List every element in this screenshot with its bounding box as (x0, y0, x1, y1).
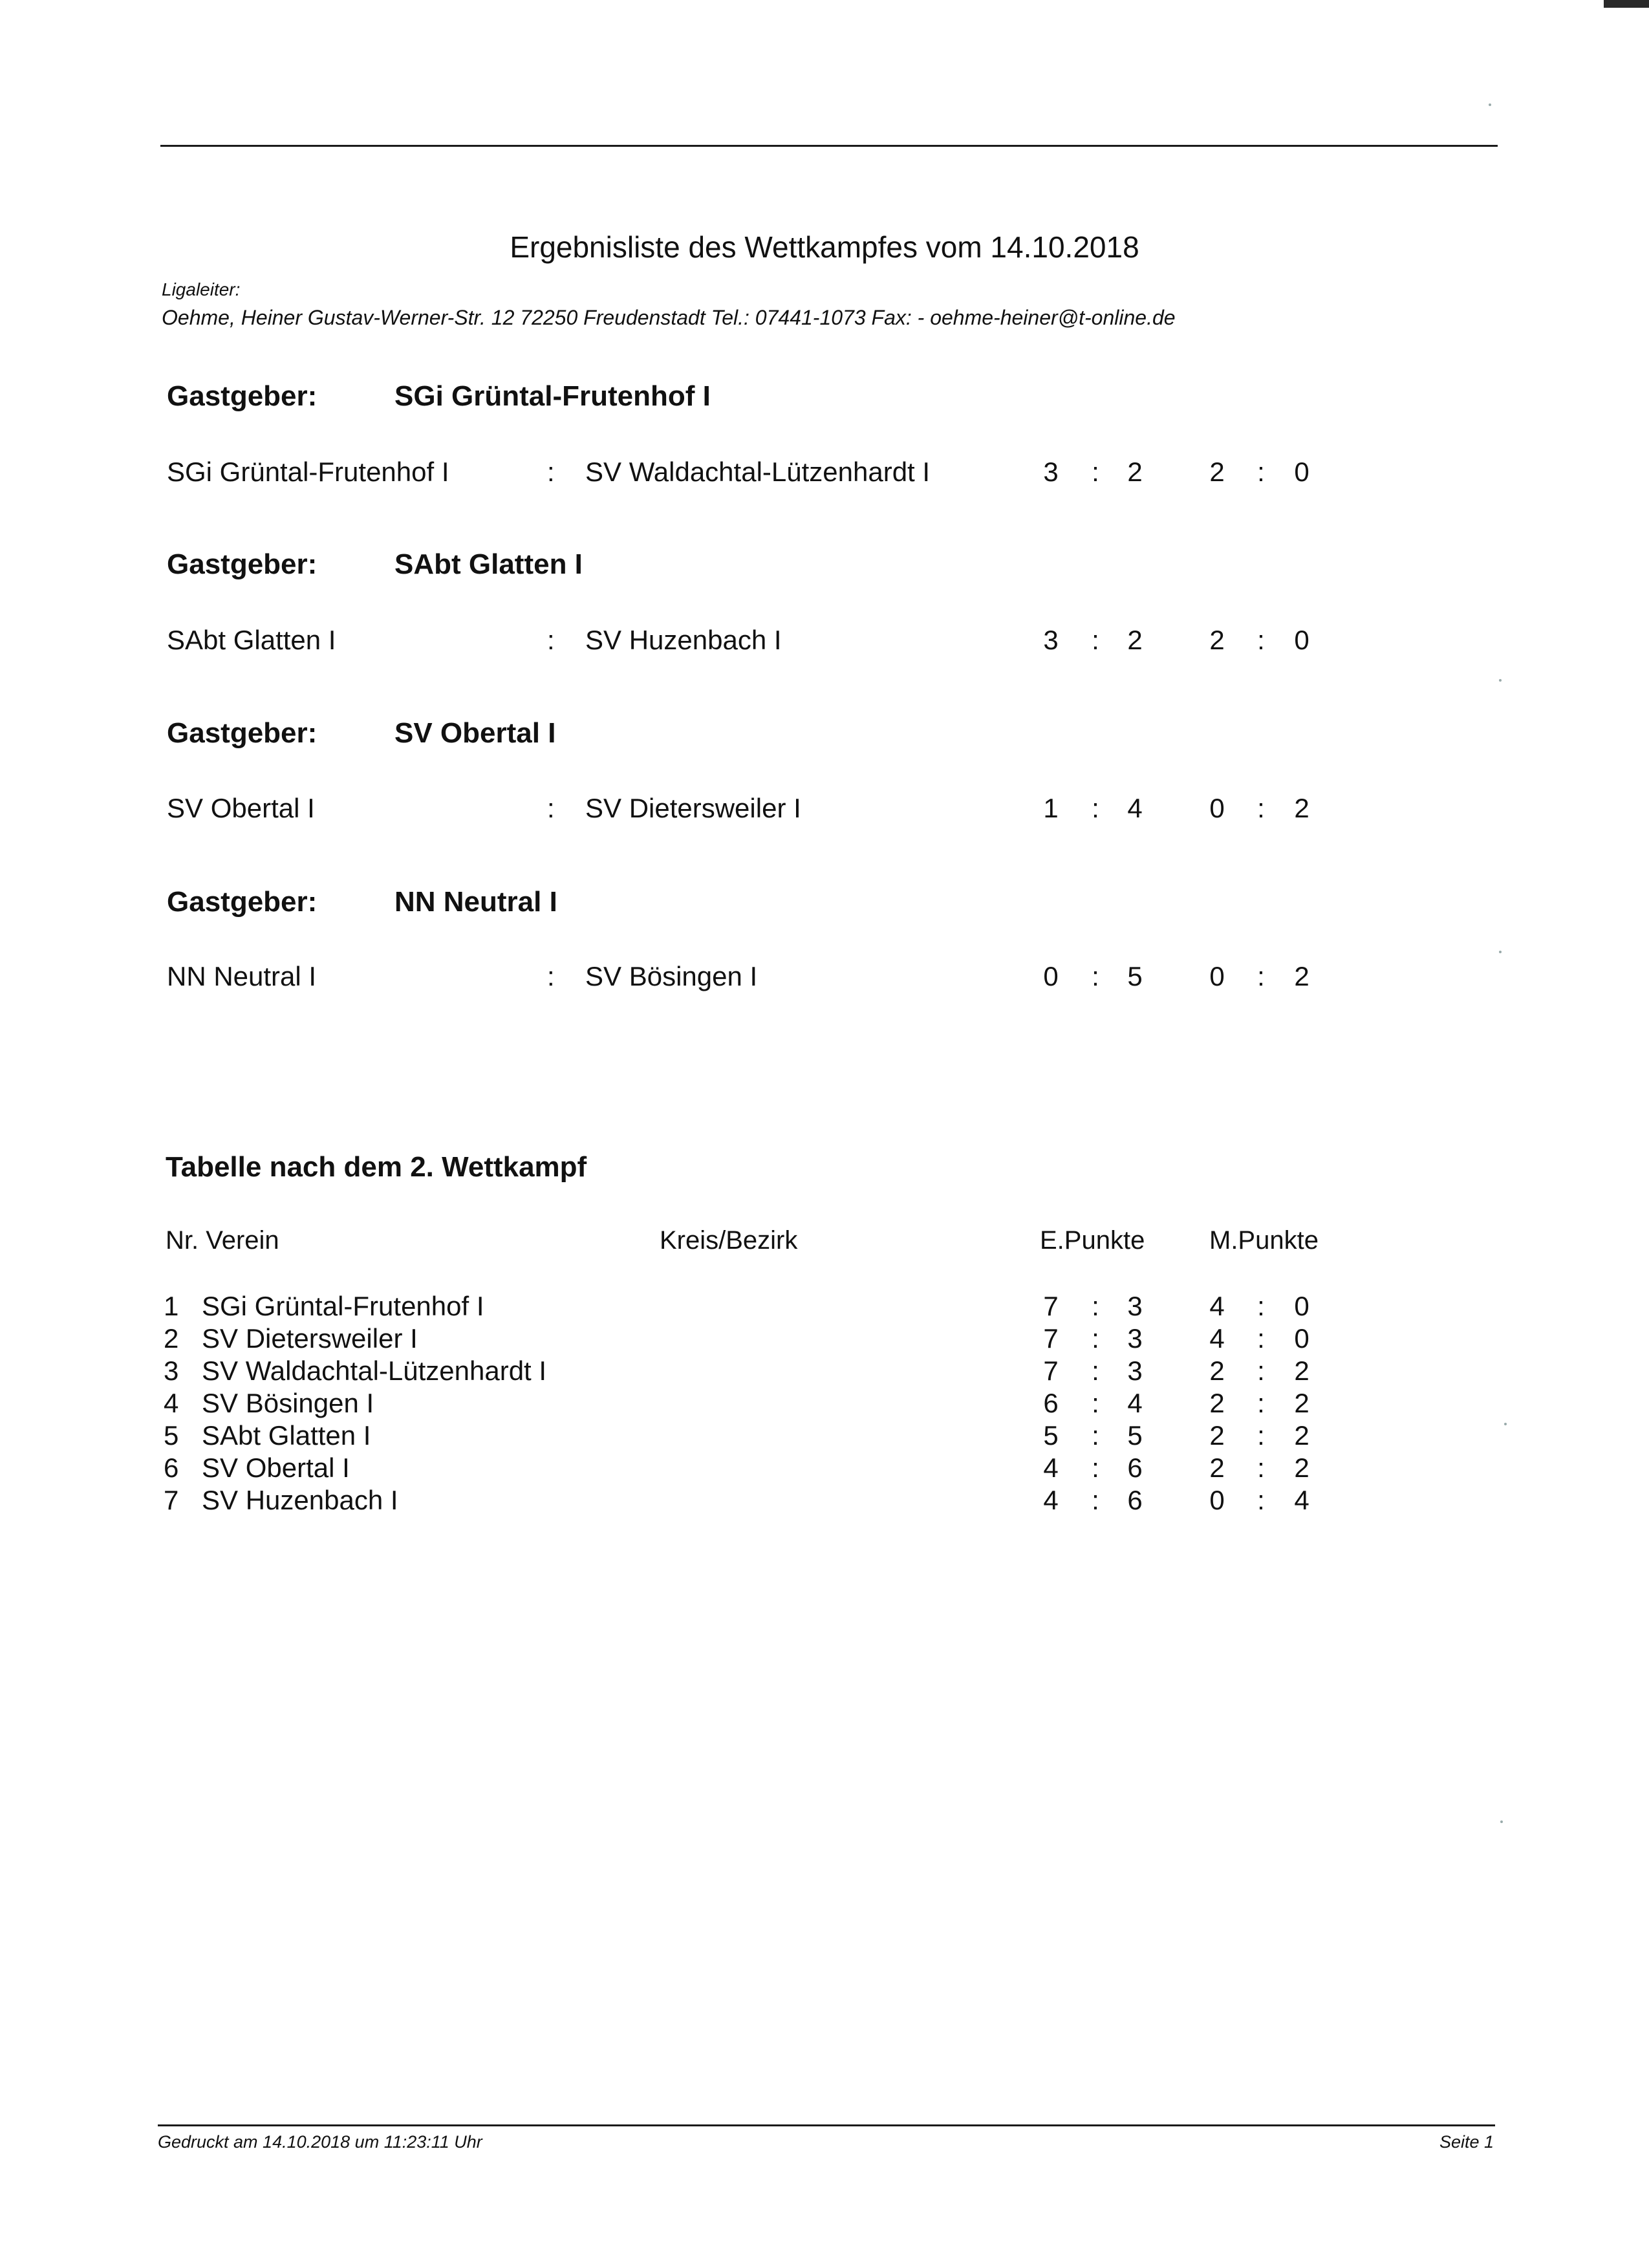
score-separator: : (1092, 1323, 1099, 1354)
standing-e-against: 6 (1127, 1485, 1143, 1515)
scan-speck (1489, 103, 1491, 106)
score-separator: : (1092, 1291, 1099, 1321)
standings-title: Tabelle nach dem 2. Wettkampf (166, 1151, 587, 1183)
match-e-home: 3 (1043, 625, 1059, 655)
match-guest-team: SV Dietersweiler I (585, 793, 801, 823)
match-separator: : (547, 961, 555, 991)
scan-speck (1500, 1820, 1503, 1823)
standing-club: SV Dietersweiler I (202, 1323, 418, 1354)
match-home-team: SV Obertal I (167, 793, 315, 823)
score-separator: : (1092, 1453, 1099, 1483)
match-e-guest: 5 (1127, 961, 1143, 991)
score-separator: : (1257, 1355, 1265, 1386)
standing-m-against: 2 (1294, 1355, 1310, 1386)
standing-e-for: 7 (1043, 1355, 1059, 1386)
standing-m-for: 2 (1209, 1420, 1225, 1451)
standing-e-for: 4 (1043, 1453, 1059, 1483)
match-e-guest: 4 (1127, 793, 1143, 823)
score-separator: : (1092, 793, 1099, 823)
scan-speck (1499, 951, 1502, 953)
standing-m-for: 4 (1209, 1323, 1225, 1354)
liga-contact-info: Oehme, Heiner Gustav-Werner-Str. 12 72250 Freudenstadt Tel.: 07441-1073 Fax: - oehme-heiner@t-online.de (162, 306, 1176, 329)
match-home-team: NN Neutral I (167, 961, 317, 991)
score-separator: : (1257, 1291, 1265, 1321)
standing-rank: 4 (164, 1388, 179, 1418)
host-name: SGi Grüntal-Frutenhof I (394, 380, 711, 412)
match-separator: : (547, 793, 555, 823)
page-title: Ergebnisliste des Wettkampfes vom 14.10.2018 (510, 230, 1139, 264)
standing-m-against: 2 (1294, 1388, 1310, 1418)
standing-club: SGi Grüntal-Frutenhof I (202, 1291, 484, 1321)
match-m-guest: 2 (1294, 961, 1310, 991)
header-m-punkte: M.Punkte (1209, 1226, 1319, 1255)
standing-rank: 5 (164, 1420, 179, 1451)
match-e-guest: 2 (1127, 625, 1143, 655)
score-separator: : (1092, 1355, 1099, 1386)
score-separator: : (1257, 625, 1265, 655)
match-home-team: SAbt Glatten I (167, 625, 336, 655)
standing-m-against: 2 (1294, 1453, 1310, 1483)
header-rule (160, 145, 1498, 147)
match-separator: : (547, 625, 555, 655)
standing-m-for: 2 (1209, 1453, 1225, 1483)
match-e-home: 0 (1043, 961, 1059, 991)
host-label: Gastgeber: (167, 380, 318, 412)
standing-e-against: 4 (1127, 1388, 1143, 1418)
footer-rule (158, 2124, 1495, 2126)
match-home-team: SGi Grüntal-Frutenhof I (167, 457, 449, 487)
score-separator: : (1092, 457, 1099, 487)
score-separator: : (1257, 1485, 1265, 1515)
match-e-guest: 2 (1127, 457, 1143, 487)
standing-rank: 1 (164, 1291, 179, 1321)
standing-rank: 6 (164, 1453, 179, 1483)
standing-e-for: 7 (1043, 1323, 1059, 1354)
score-separator: : (1092, 1388, 1099, 1418)
standing-club: SAbt Glatten I (202, 1420, 371, 1451)
host-label: Gastgeber: (167, 717, 318, 749)
standing-m-for: 0 (1209, 1485, 1225, 1515)
standing-e-for: 6 (1043, 1388, 1059, 1418)
standing-e-against: 3 (1127, 1355, 1143, 1386)
standing-m-against: 0 (1294, 1323, 1310, 1354)
match-m-guest: 2 (1294, 793, 1310, 823)
score-separator: : (1257, 1420, 1265, 1451)
score-separator: : (1092, 1485, 1099, 1515)
standing-e-against: 5 (1127, 1420, 1143, 1451)
header-kreis-bezirk: Kreis/Bezirk (660, 1226, 798, 1255)
standing-rank: 2 (164, 1323, 179, 1354)
standing-club: SV Bösingen I (202, 1388, 374, 1418)
standing-e-for: 4 (1043, 1485, 1059, 1515)
scan-speck (1504, 1423, 1507, 1425)
standing-m-for: 2 (1209, 1388, 1225, 1418)
liga-label: Ligaleiter: (162, 279, 241, 299)
score-separator: : (1257, 1453, 1265, 1483)
match-guest-team: SV Waldachtal-Lützenhardt I (585, 457, 931, 487)
score-separator: : (1257, 457, 1265, 487)
standing-e-for: 7 (1043, 1291, 1059, 1321)
score-separator: : (1092, 961, 1099, 991)
score-separator: : (1092, 625, 1099, 655)
standing-e-for: 5 (1043, 1420, 1059, 1451)
match-m-home: 2 (1209, 457, 1225, 487)
standing-club: SV Waldachtal-Lützenhardt I (202, 1355, 547, 1386)
match-m-guest: 0 (1294, 457, 1310, 487)
standing-club: SV Obertal I (202, 1453, 350, 1483)
match-separator: : (547, 457, 555, 487)
match-m-home: 2 (1209, 625, 1225, 655)
standing-m-against: 2 (1294, 1420, 1310, 1451)
match-guest-team: SV Bösingen I (585, 961, 758, 991)
standing-m-against: 0 (1294, 1291, 1310, 1321)
host-name: SV Obertal I (394, 717, 556, 749)
header-nr-verein: Nr. Verein (166, 1226, 279, 1255)
scan-speck (1499, 679, 1502, 682)
standing-e-against: 3 (1127, 1323, 1143, 1354)
host-name: SAbt Glatten I (394, 548, 583, 580)
standing-e-against: 6 (1127, 1453, 1143, 1483)
standing-e-against: 3 (1127, 1291, 1143, 1321)
printed-timestamp: Gedruckt am 14.10.2018 um 11:23:11 Uhr (158, 2132, 482, 2152)
scan-corner-mark (1604, 0, 1649, 8)
header-e-punkte: E.Punkte (1040, 1226, 1145, 1255)
host-name: NN Neutral I (394, 886, 557, 918)
standing-m-against: 4 (1294, 1485, 1310, 1515)
score-separator: : (1257, 1388, 1265, 1418)
standing-m-for: 2 (1209, 1355, 1225, 1386)
score-separator: : (1257, 793, 1265, 823)
standing-rank: 7 (164, 1485, 179, 1515)
match-m-home: 0 (1209, 793, 1225, 823)
host-label: Gastgeber: (167, 548, 318, 580)
match-guest-team: SV Huzenbach I (585, 625, 782, 655)
host-label: Gastgeber: (167, 886, 318, 918)
page-number: Seite 1 (1439, 2132, 1494, 2152)
score-separator: : (1257, 961, 1265, 991)
score-separator: : (1257, 1323, 1265, 1354)
match-m-home: 0 (1209, 961, 1225, 991)
match-m-guest: 0 (1294, 625, 1310, 655)
standing-rank: 3 (164, 1355, 179, 1386)
standing-club: SV Huzenbach I (202, 1485, 398, 1515)
match-e-home: 3 (1043, 457, 1059, 487)
score-separator: : (1092, 1420, 1099, 1451)
standing-m-for: 4 (1209, 1291, 1225, 1321)
match-e-home: 1 (1043, 793, 1059, 823)
